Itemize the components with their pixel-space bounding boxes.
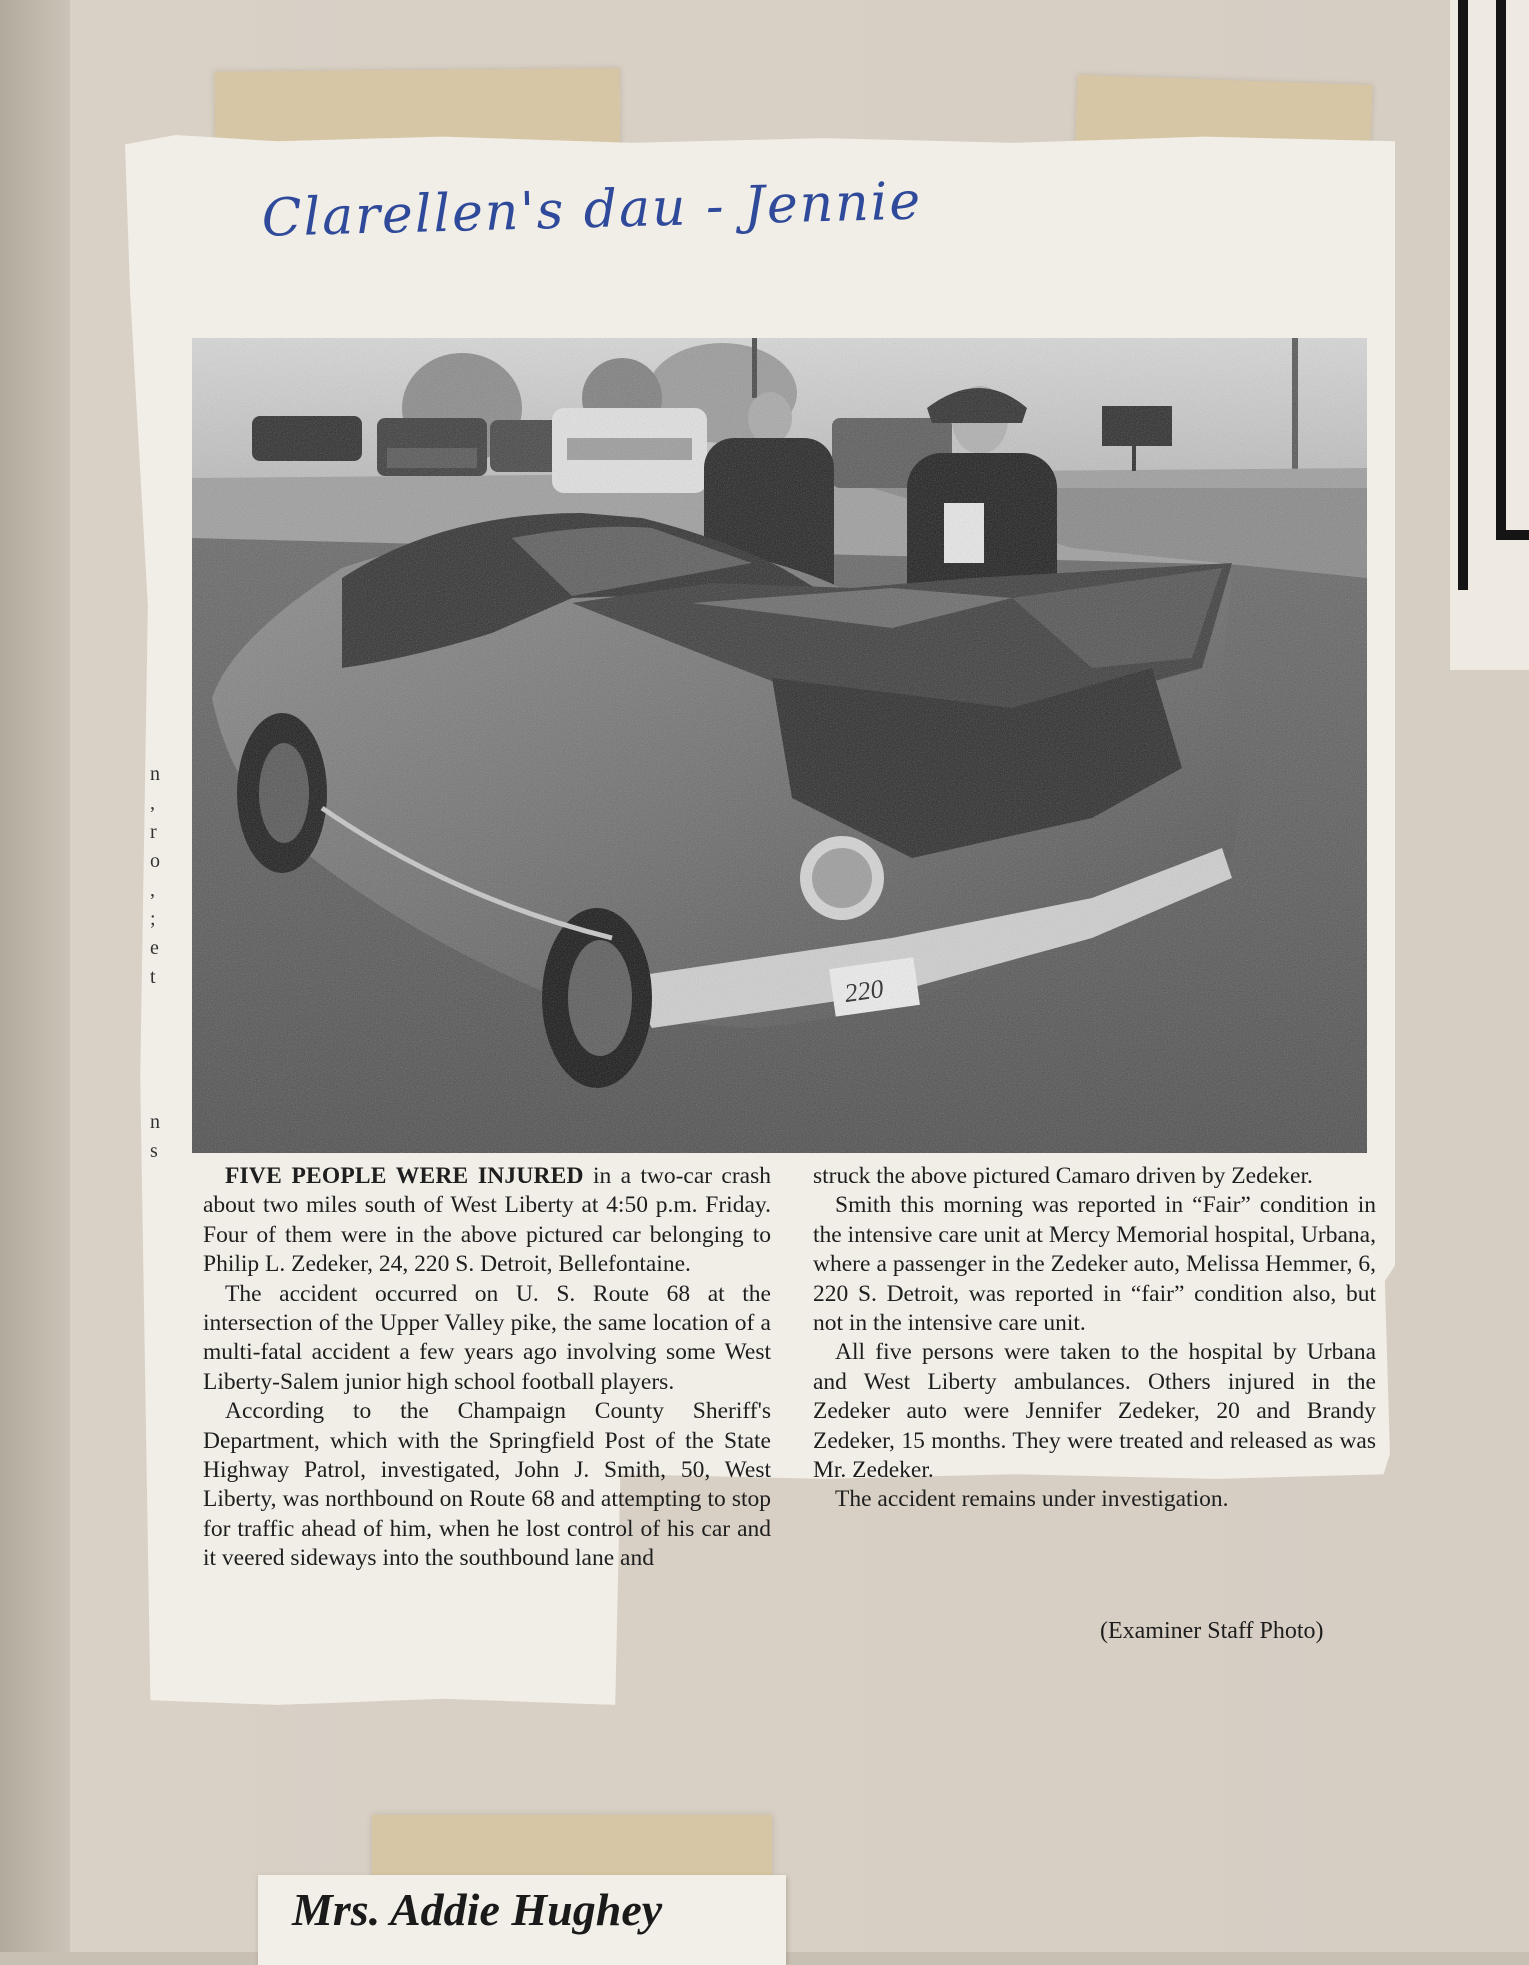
- caption-paragraph-7: The accident remains under investigation.: [835, 1486, 1229, 1513]
- caption-paragraph-3: According to the Champaign County Sheriff's Department, which with the Springfield Post of the State Highway Patrol, investigated, John J. Smith, 50, West Liberty, was northbound on Route 68 and attempting to stop for traffic ahead of him, when he lost control of his car and it veered sideways into the southbound lane and: [203, 1398, 771, 1572]
- margin-text-fragments: n , r o , ; e t n s: [150, 763, 160, 1162]
- caption-paragraph-5: Smith this morning was reported in “Fair” condition in the intensive care unit at Mercy Memorial hospital, Urbana, where a passenger in the Zedeker auto, Melissa Hemmer, 6, 220 S. Detroit, was reported in “fair” condition also, but not in the intensive care unit.: [813, 1192, 1376, 1337]
- caption-paragraph-4: struck the above pictured Camaro driven by Zedeker.: [813, 1163, 1313, 1189]
- adjacent-clipping-border: [1450, 0, 1529, 670]
- caption-column-1: [203, 1162, 771, 1574]
- photo-credit: (Examiner Staff Photo): [1100, 1618, 1324, 1644]
- car-wreck-image: [192, 338, 1367, 1153]
- obituary-name: Mrs. Addie Hughey: [292, 1884, 663, 1935]
- handwritten-note: Clarellen's dau - Jennie: [260, 171, 923, 249]
- page-edge: [0, 0, 70, 1952]
- caption-lead: FIVE PEOPLE WERE INJURED: [225, 1163, 584, 1189]
- caption-paragraph-2: The accident occurred on U. S. Route 68 at the intersection of the Upper Valley pike, the same location of a multi-fatal accident a few years ago involving some West Liberty-Salem junior high school football players.: [203, 1280, 771, 1395]
- accident-photo: [192, 338, 1367, 1153]
- caption-paragraph-1: FIVE PEOPLE WERE INJURED in a two-car crash about two miles south of West Liberty at 4:50 p.m. Friday. Four of them were in the above pictured car belonging to Philip L. Zedeker, 24, 220 S. Detroit, Bellefontaine.: [203, 1163, 771, 1278]
- caption-column-2: [813, 1162, 1376, 1515]
- caption-paragraph-6: All five persons were taken to the hospital by Urbana and West Liberty ambulances. Others injured in the Zedeker auto were Jennifer Zedeker, 20 and Brandy Zedeker, 15 months. They were treated and released as was Mr. Zedeker.: [813, 1339, 1376, 1484]
